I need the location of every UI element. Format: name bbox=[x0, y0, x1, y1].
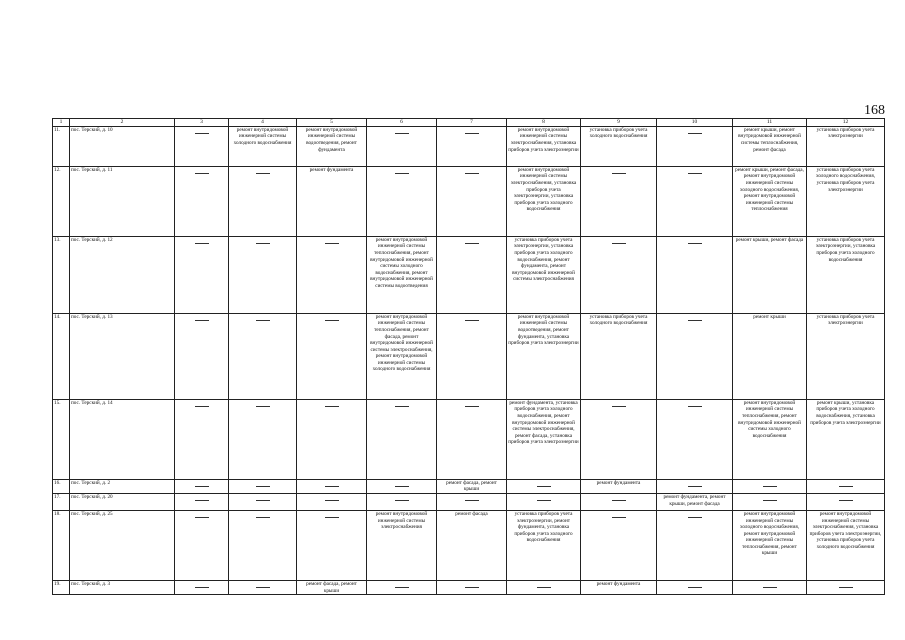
work-cell: ремонт фундамента bbox=[297, 166, 367, 236]
work-cell: установка приборов учета холодного водоснабжения bbox=[581, 126, 657, 166]
dash-mark bbox=[256, 243, 270, 244]
dash-mark bbox=[839, 587, 853, 588]
dash-mark bbox=[195, 486, 209, 487]
dash-mark bbox=[465, 173, 479, 174]
empty-cell bbox=[367, 494, 437, 511]
empty-cell bbox=[175, 166, 229, 236]
header-cell: 9 bbox=[581, 119, 657, 127]
header-cell: 4 bbox=[229, 119, 297, 127]
empty-cell bbox=[175, 479, 229, 493]
dash-mark bbox=[839, 486, 853, 487]
row-number-cell: 15. bbox=[53, 399, 70, 479]
header-row bbox=[53, 119, 885, 127]
row-number-cell: 19. bbox=[53, 581, 70, 595]
dash-mark bbox=[325, 517, 339, 518]
dash-mark bbox=[537, 486, 551, 487]
dash-mark bbox=[612, 173, 626, 174]
dash-mark bbox=[195, 406, 209, 407]
empty-cell bbox=[657, 399, 733, 479]
dash-mark bbox=[763, 587, 777, 588]
work-cell: ремонт внутридомовой инженерной системы водоотведения, ремонт фундамента bbox=[297, 126, 367, 166]
work-cell: ремонт фасада, ремонт крыши bbox=[297, 581, 367, 595]
empty-cell bbox=[229, 511, 297, 581]
empty-cell bbox=[367, 479, 437, 493]
dash-mark bbox=[256, 486, 270, 487]
empty-cell bbox=[657, 126, 733, 166]
dash-mark bbox=[395, 500, 409, 501]
dash-mark bbox=[395, 587, 409, 588]
dash-mark bbox=[195, 320, 209, 321]
header-cell: 1 bbox=[53, 119, 70, 127]
address-cell: пос. Терский, д. 2 bbox=[70, 479, 175, 493]
empty-cell bbox=[229, 313, 297, 399]
address-cell: пос. Терский, д. 10 bbox=[70, 126, 175, 166]
table-row bbox=[53, 399, 885, 479]
dash-mark bbox=[688, 517, 702, 518]
header-cell: 3 bbox=[175, 119, 229, 127]
dash-mark bbox=[256, 517, 270, 518]
table-row bbox=[53, 166, 885, 236]
dash-mark bbox=[325, 243, 339, 244]
work-cell: ремонт внутридомовой инженерной системы электроснабжения, установка приборов учета электроэнергии, установка приборов учета холодного водоснабжения bbox=[507, 166, 581, 236]
address-cell: пос. Терский, д. 25 bbox=[70, 511, 175, 581]
address-cell: пос. Терский, д. 14 bbox=[70, 399, 175, 479]
work-cell: ремонт фасада bbox=[437, 511, 507, 581]
dash-mark bbox=[537, 500, 551, 501]
work-cell: ремонт фундамента bbox=[581, 581, 657, 595]
empty-cell bbox=[733, 581, 807, 595]
dash-mark bbox=[688, 587, 702, 588]
dash-mark bbox=[395, 133, 409, 134]
empty-cell bbox=[581, 511, 657, 581]
dash-mark bbox=[688, 173, 702, 174]
dash-mark bbox=[465, 500, 479, 501]
dash-mark bbox=[195, 173, 209, 174]
work-cell: установка приборов учета электроэнергии bbox=[807, 313, 885, 399]
empty-cell bbox=[657, 479, 733, 493]
empty-cell bbox=[297, 399, 367, 479]
dash-mark bbox=[688, 243, 702, 244]
work-cell: ремонт внутридомовой инженерной системы теплоснабжения, ремонт внутридомовой инженерной системы холодного водоснабжения bbox=[733, 399, 807, 479]
empty-cell bbox=[175, 511, 229, 581]
work-cell: ремонт крыши, установка приборов учета холодного водоснабжения, установка приборов учета электроэнергии bbox=[807, 399, 885, 479]
work-cell: ремонт внутридомовой инженерной системы холодного водоснабжения bbox=[229, 126, 297, 166]
work-cell: установка приборов учета электроэнергии, установка приборов учета холодного водоснабжения, ремонт фундамента, ремонт внутридомовой инженерной системы электроснабжения bbox=[507, 236, 581, 313]
empty-cell bbox=[367, 126, 437, 166]
dash-mark bbox=[325, 500, 339, 501]
dash-mark bbox=[612, 243, 626, 244]
dash-mark bbox=[612, 406, 626, 407]
dash-mark bbox=[195, 243, 209, 244]
dash-mark bbox=[612, 517, 626, 518]
empty-cell bbox=[657, 236, 733, 313]
work-cell: ремонт внутридомовой инженерной системы электроснабжения bbox=[367, 511, 437, 581]
table-row bbox=[53, 126, 885, 166]
empty-cell bbox=[229, 399, 297, 479]
address-cell: пос. Терский, д. 20 bbox=[70, 494, 175, 511]
work-cell: ремонт крыши, ремонт фасада bbox=[733, 236, 807, 313]
dash-mark bbox=[763, 486, 777, 487]
header-cell: 11 bbox=[733, 119, 807, 127]
work-cell: ремонт фундамента, ремонт крыши, ремонт фасада bbox=[657, 494, 733, 511]
work-cell: ремонт фундамента, установка приборов учета холодного водоснабжения, ремонт внутридомовой инженерной системы электроснабжения, ремонт фасада, установка приборов учета электроэнергии bbox=[507, 399, 581, 479]
work-cell: ремонт крыши bbox=[733, 313, 807, 399]
dash-mark bbox=[256, 173, 270, 174]
empty-cell bbox=[297, 479, 367, 493]
work-cell: ремонт крыши, ремонт фасада, ремонт внутридомовой инженерной системы холодного водоснабжения, ремонт внутридомовой инженерной системы теплоснабжения bbox=[733, 166, 807, 236]
empty-cell bbox=[733, 479, 807, 493]
row-number-cell: 13. bbox=[53, 236, 70, 313]
empty-cell bbox=[733, 494, 807, 511]
work-cell: установка приборов учета электроэнергии, установка приборов учета холодного водоснабжения bbox=[807, 236, 885, 313]
empty-cell bbox=[367, 166, 437, 236]
row-number-cell: 17. bbox=[53, 494, 70, 511]
empty-cell bbox=[807, 494, 885, 511]
work-cell: установка приборов учета холодного водоснабжения bbox=[581, 313, 657, 399]
dash-mark bbox=[465, 133, 479, 134]
empty-cell bbox=[807, 581, 885, 595]
dash-mark bbox=[688, 320, 702, 321]
dash-mark bbox=[195, 587, 209, 588]
dash-mark bbox=[612, 500, 626, 501]
dash-mark bbox=[395, 173, 409, 174]
dash-mark bbox=[763, 500, 777, 501]
header-cell: 8 bbox=[507, 119, 581, 127]
empty-cell bbox=[657, 313, 733, 399]
row-number-cell: 14. bbox=[53, 313, 70, 399]
empty-cell bbox=[437, 581, 507, 595]
empty-cell bbox=[657, 511, 733, 581]
work-cell: ремонт внутридомовой инженерной системы электроснабжения, установка приборов учета электроэнергии, установка приборов учета холодного водоснабжения bbox=[807, 511, 885, 581]
empty-cell bbox=[581, 166, 657, 236]
capital-repair-table bbox=[52, 118, 885, 595]
empty-cell bbox=[297, 313, 367, 399]
dash-mark bbox=[839, 500, 853, 501]
dash-mark bbox=[465, 320, 479, 321]
work-cell: ремонт внутридомовой инженерной системы теплоснабжения, ремонт фасада, ремонт внутридомовой инженерной системы электроснабжения, ремонт внутридомовой инженерной системы холодного водоснабжения bbox=[367, 313, 437, 399]
empty-cell bbox=[229, 494, 297, 511]
dash-mark bbox=[325, 320, 339, 321]
empty-cell bbox=[175, 399, 229, 479]
address-cell: пос. Терский, д. 3 bbox=[70, 581, 175, 595]
empty-cell bbox=[437, 494, 507, 511]
empty-cell bbox=[297, 511, 367, 581]
empty-cell bbox=[657, 581, 733, 595]
dash-mark bbox=[256, 406, 270, 407]
table-row bbox=[53, 511, 885, 581]
row-number-cell: 11. bbox=[53, 126, 70, 166]
dash-mark bbox=[537, 587, 551, 588]
work-cell: установка приборов учета электроэнергии bbox=[807, 126, 885, 166]
empty-cell bbox=[437, 313, 507, 399]
empty-cell bbox=[229, 581, 297, 595]
header-cell: 5 bbox=[297, 119, 367, 127]
dash-mark bbox=[256, 587, 270, 588]
empty-cell bbox=[437, 126, 507, 166]
address-cell: пос. Терский, д. 13 bbox=[70, 313, 175, 399]
work-cell: ремонт фасада, ремонт крыши bbox=[437, 479, 507, 493]
dash-mark bbox=[195, 500, 209, 501]
empty-cell bbox=[229, 479, 297, 493]
dash-mark bbox=[688, 133, 702, 134]
page-number: 168 bbox=[864, 103, 885, 118]
row-number-cell: 12. bbox=[53, 166, 70, 236]
empty-cell bbox=[437, 166, 507, 236]
header-cell: 10 bbox=[657, 119, 733, 127]
dash-mark bbox=[688, 486, 702, 487]
table-row bbox=[53, 236, 885, 313]
empty-cell bbox=[229, 236, 297, 313]
empty-cell bbox=[807, 479, 885, 493]
table-row bbox=[53, 313, 885, 399]
row-number-cell: 18. bbox=[53, 511, 70, 581]
empty-cell bbox=[175, 581, 229, 595]
work-cell: ремонт фундамента bbox=[581, 479, 657, 493]
table-row bbox=[53, 479, 885, 493]
dash-mark bbox=[465, 406, 479, 407]
empty-cell bbox=[175, 236, 229, 313]
empty-cell bbox=[581, 399, 657, 479]
empty-cell bbox=[297, 494, 367, 511]
header-cell: 7 bbox=[437, 119, 507, 127]
row-number-cell: 16. bbox=[53, 479, 70, 493]
work-cell: установка приборов учета электроэнергии, ремонт фундамента, установка приборов учета холодного водоснабжения bbox=[507, 511, 581, 581]
dash-mark bbox=[325, 486, 339, 487]
empty-cell bbox=[507, 581, 581, 595]
dash-mark bbox=[195, 517, 209, 518]
empty-cell bbox=[175, 313, 229, 399]
dash-mark bbox=[395, 406, 409, 407]
dash-mark bbox=[688, 406, 702, 407]
empty-cell bbox=[297, 236, 367, 313]
work-cell: ремонт внутридомовой инженерной системы электроснабжения, установка приборов учета электроэнергии bbox=[507, 126, 581, 166]
work-cell: ремонт внутридомовой инженерной системы холодного водоснабжения, ремонт внутридомовой инженерной системы теплоснабжения, ремонт крыши bbox=[733, 511, 807, 581]
dash-mark bbox=[395, 486, 409, 487]
empty-cell bbox=[437, 236, 507, 313]
empty-cell bbox=[175, 126, 229, 166]
header-cell: 6 bbox=[367, 119, 437, 127]
dash-mark bbox=[256, 320, 270, 321]
empty-cell bbox=[367, 581, 437, 595]
work-cell: ремонт внутридомовой инженерной системы теплоснабжения, ремонт внутридомовой инженерной системы холодного водоснабжения, ремонт внутридомовой инженерной системы водоотведения bbox=[367, 236, 437, 313]
work-cell: установка приборов учета холодного водоснабжения, установка приборов учета электроэнергии bbox=[807, 166, 885, 236]
table-row bbox=[53, 494, 885, 511]
empty-cell bbox=[367, 399, 437, 479]
dash-mark bbox=[325, 406, 339, 407]
empty-cell bbox=[581, 494, 657, 511]
empty-cell bbox=[175, 494, 229, 511]
address-cell: пос. Терский, д. 11 bbox=[70, 166, 175, 236]
address-cell: пос. Терский, д. 12 bbox=[70, 236, 175, 313]
header-cell: 2 bbox=[70, 119, 175, 127]
dash-mark bbox=[465, 243, 479, 244]
dash-mark bbox=[195, 133, 209, 134]
empty-cell bbox=[507, 479, 581, 493]
dash-mark bbox=[256, 500, 270, 501]
work-cell: ремонт внутридомовой инженерной системы водоотведения, ремонт фундамента, установка приборов учета электроэнергии bbox=[507, 313, 581, 399]
empty-cell bbox=[581, 236, 657, 313]
header-cell: 12 bbox=[807, 119, 885, 127]
table-row bbox=[53, 581, 885, 595]
dash-mark bbox=[465, 587, 479, 588]
empty-cell bbox=[437, 399, 507, 479]
empty-cell bbox=[229, 166, 297, 236]
empty-cell bbox=[657, 166, 733, 236]
empty-cell bbox=[507, 494, 581, 511]
work-cell: ремонт крыши, ремонт внутридомовой инженерной системы теплоснабжения, ремонт фасада bbox=[733, 126, 807, 166]
